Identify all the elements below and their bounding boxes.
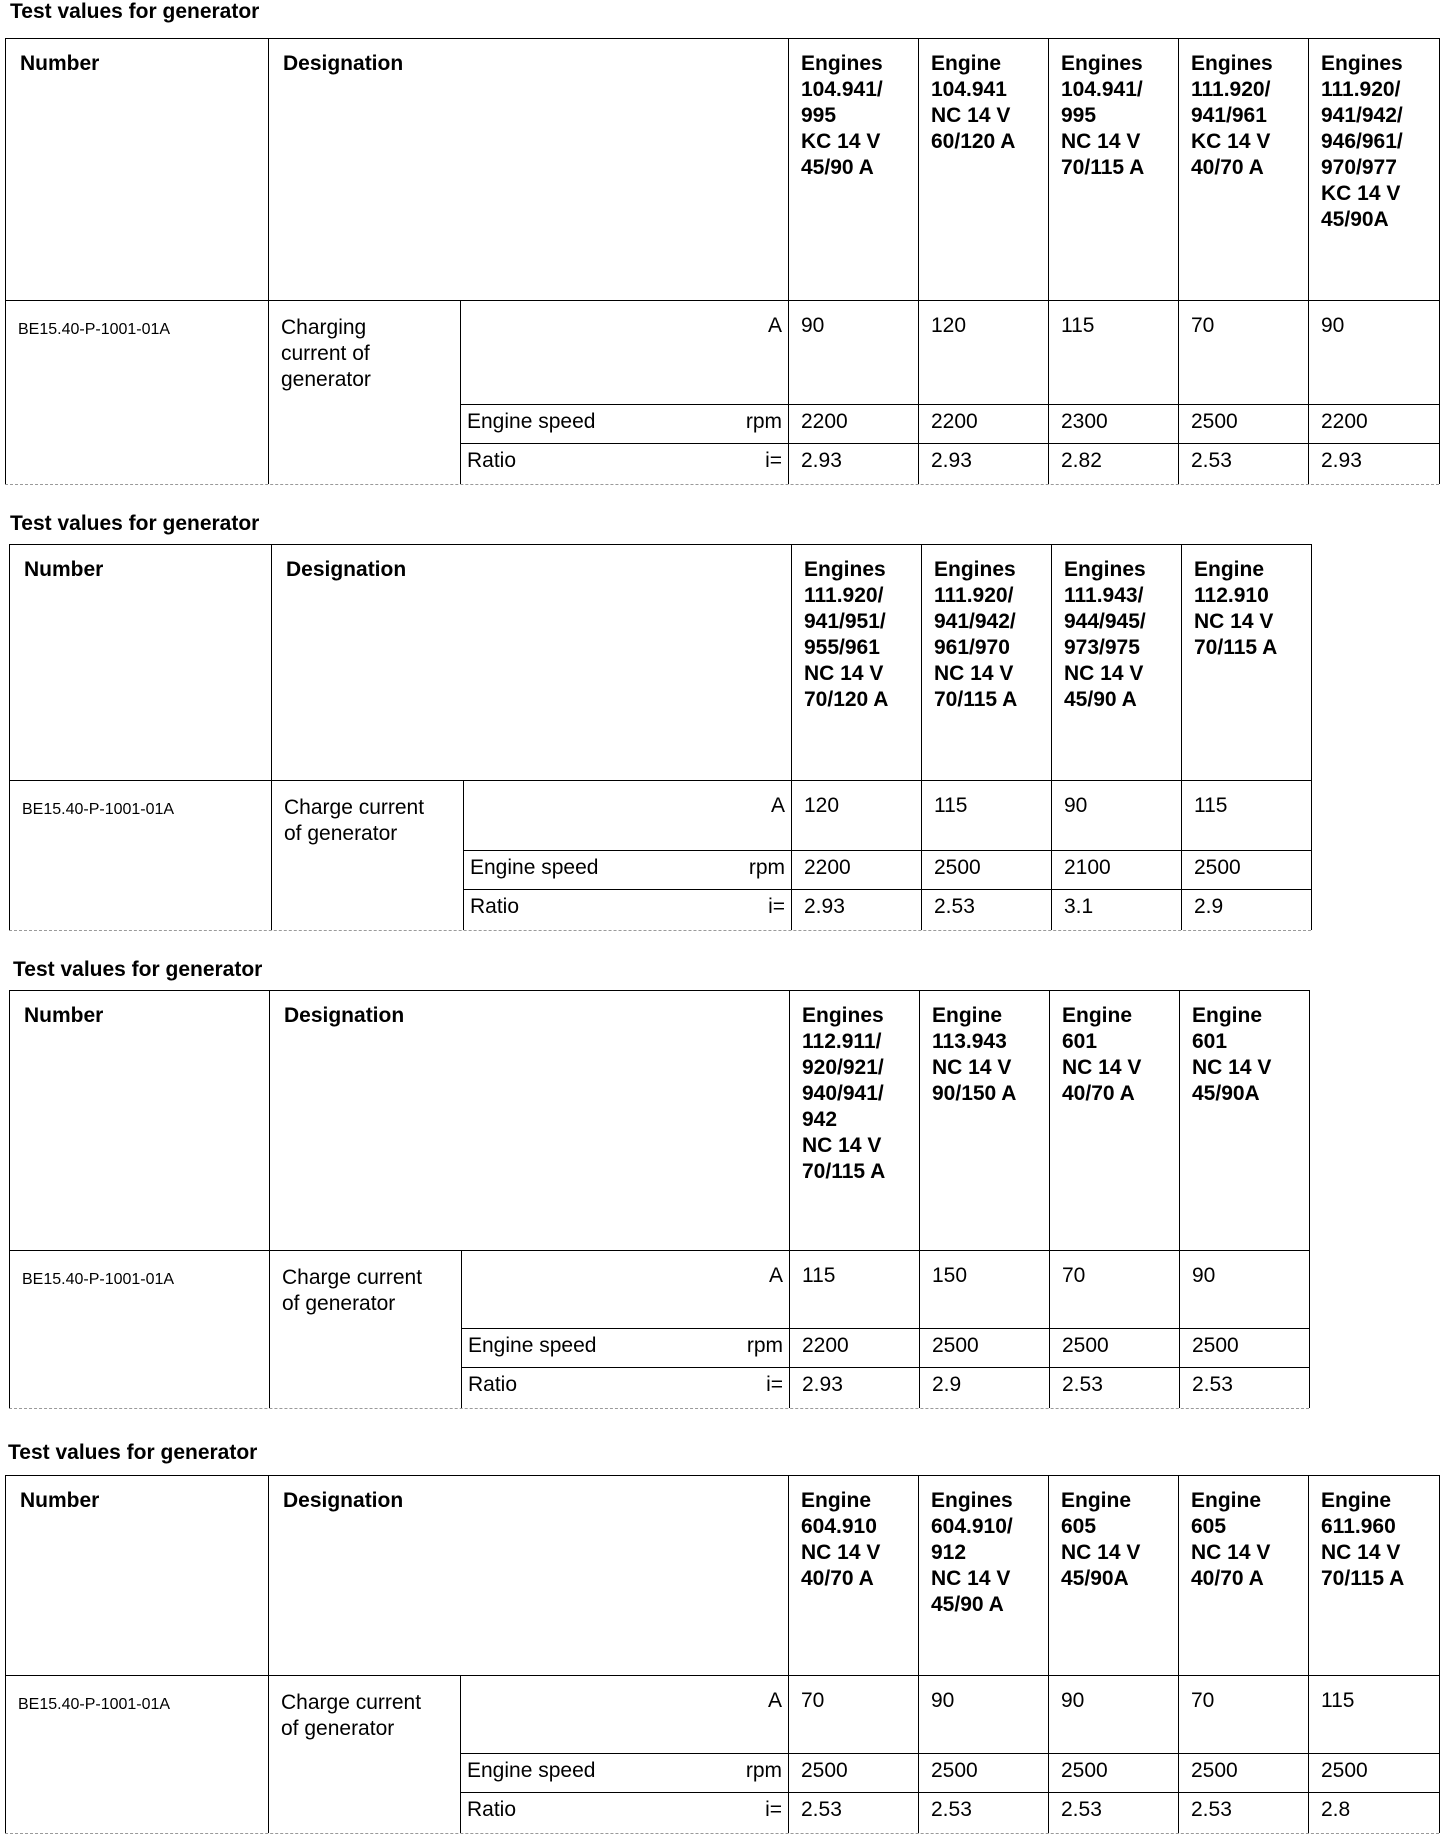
engine-header-line: 940/941/: [802, 1082, 884, 1105]
engine-header-line: 941/961: [1191, 104, 1267, 127]
engine-header-line: 942: [802, 1108, 838, 1131]
ratio-unit: i=: [766, 1373, 783, 1396]
current-value: 120: [919, 301, 1049, 405]
current-value: 90: [919, 1676, 1049, 1754]
current-unit-cell: [461, 301, 789, 405]
engine-header-line: 111.920/: [1191, 78, 1271, 101]
generator-test-section: [0, 512, 1440, 939]
engine-header-line: NC 14 V: [931, 104, 1011, 127]
engine-speed-unit: rpm: [745, 410, 782, 433]
current-value: 90: [1049, 1676, 1179, 1754]
engine-speed-value: 2500: [1050, 1329, 1180, 1368]
current-unit: A: [767, 314, 782, 337]
part-number: BE15.40-P-1001-01A: [10, 1251, 270, 1408]
current-value: 115: [1309, 1676, 1440, 1754]
ratio-value: 2.93: [789, 444, 919, 484]
ratio-value: 2.8: [1309, 1793, 1440, 1833]
engine-header-line: 45/90 A: [931, 1593, 1004, 1616]
current-value: 90: [1180, 1251, 1310, 1329]
designation-line: of generator: [282, 1292, 396, 1315]
engine-header-line: NC 14 V: [802, 1134, 882, 1157]
engine-speed-value: 2300: [1049, 405, 1179, 444]
engine-speed-value: 2500: [1049, 1754, 1179, 1793]
number-header: Number: [10, 991, 270, 1251]
ratio-value: 2.93: [919, 444, 1049, 484]
part-number: BE15.40-P-1001-01A: [10, 781, 272, 930]
engine-header-line: Engines: [801, 52, 883, 75]
engine-column-header: [1052, 545, 1182, 781]
designation-header: Designation: [269, 39, 789, 301]
section-title: Test values for generator: [13, 958, 263, 981]
ratio-value: 2.9: [920, 1368, 1050, 1408]
engine-speed-label-cell: [462, 1329, 790, 1368]
engine-column-header: [1179, 1476, 1309, 1676]
engine-header-line: 604.910/: [931, 1515, 1013, 1538]
engine-header-line: Engine: [1321, 1489, 1392, 1512]
engine-column-header: [1050, 991, 1180, 1251]
engine-header-line: 941/942/: [1321, 104, 1403, 127]
engine-header-line: Engines: [1061, 52, 1143, 75]
engine-header-line: 40/70 A: [801, 1567, 874, 1590]
current-value: 115: [1049, 301, 1179, 405]
ratio-value: 2.53: [1180, 1368, 1310, 1408]
engine-header-line: Engine: [932, 1004, 1003, 1027]
header-row: [10, 991, 1310, 1251]
designation-header: Designation: [269, 1476, 789, 1676]
section-title: Test values for generator: [10, 0, 260, 23]
designation: [270, 1251, 462, 1408]
engine-header-line: 955/961: [804, 636, 880, 659]
engine-header-line: Engine: [1192, 1004, 1263, 1027]
engine-column-header: [1180, 991, 1310, 1251]
engine-header-line: 45/90A: [1192, 1082, 1260, 1105]
engine-column-header: [1309, 1476, 1440, 1676]
designation: [269, 1676, 461, 1833]
ratio-value: 3.1: [1052, 890, 1182, 930]
current-value: 90: [1052, 781, 1182, 851]
engine-header-line: 605: [1191, 1515, 1227, 1538]
engine-header-line: 601: [1192, 1030, 1228, 1053]
designation-line: Charging: [281, 316, 367, 339]
engine-speed-label-cell: [461, 405, 789, 444]
engine-header-line: NC 14 V: [1061, 1541, 1141, 1564]
header-row: [6, 1476, 1440, 1676]
current-unit-cell: [464, 781, 792, 851]
engine-speed-unit: rpm: [748, 856, 785, 879]
ratio-label: Ratio: [467, 449, 517, 472]
engine-header-line: 961/970: [934, 636, 1010, 659]
engine-header-line: 90/150 A: [932, 1082, 1017, 1105]
designation-line: Charge current: [281, 1691, 422, 1714]
engine-speed-value: 2500: [1182, 851, 1312, 890]
engine-header-line: Engines: [1321, 52, 1403, 75]
designation-line: of generator: [281, 1717, 395, 1740]
engine-header-line: 70/120 A: [804, 688, 889, 711]
ratio-label-cell: [462, 1368, 790, 1408]
engine-column-header: [789, 1476, 919, 1676]
engine-speed-value: 2500: [1180, 1329, 1310, 1368]
engine-speed-value: 2500: [1179, 405, 1309, 444]
engine-header-line: KC 14 V: [801, 130, 881, 153]
cut-line: [5, 484, 1439, 485]
current-unit: A: [768, 1264, 783, 1287]
engine-column-header: [1182, 545, 1312, 781]
engine-header-line: 111.920/: [934, 584, 1014, 607]
engine-column-header: [1049, 1476, 1179, 1676]
number-header: Number: [10, 545, 272, 781]
ratio-label-cell: [461, 1793, 789, 1833]
engine-column-header: [1179, 39, 1309, 301]
engine-speed-unit: rpm: [745, 1759, 782, 1782]
designation-header: Designation: [270, 991, 790, 1251]
test-values-table: [9, 544, 1312, 930]
engine-speed-label: Engine speed: [468, 1334, 597, 1357]
current-value: 70: [1179, 1676, 1309, 1754]
engine-header-line: 45/90A: [1061, 1567, 1129, 1590]
engine-header-line: NC 14 V: [934, 662, 1014, 685]
engine-header-line: 104.941: [931, 78, 1007, 101]
engine-header-line: Engine: [1194, 558, 1265, 581]
engine-column-header: [789, 39, 919, 301]
engine-header-line: 944/945/: [1064, 610, 1146, 633]
ratio-label-cell: [461, 444, 789, 484]
engine-header-line: Engine: [1061, 1489, 1132, 1512]
ratio-value: 2.53: [1179, 1793, 1309, 1833]
ratio-value: 2.53: [1179, 444, 1309, 484]
test-values-table: [9, 990, 1310, 1408]
ratio-label: Ratio: [467, 1798, 517, 1821]
engine-header-line: 104.941/: [1061, 78, 1143, 101]
engine-column-header: [1049, 39, 1179, 301]
current-value: 115: [1182, 781, 1312, 851]
section-title: Test values for generator: [8, 1441, 258, 1464]
engine-header-line: Engine: [801, 1489, 872, 1512]
engine-header-line: NC 14 V: [801, 1541, 881, 1564]
engine-header-line: 45/90A: [1321, 208, 1389, 231]
current-value: 70: [1050, 1251, 1180, 1329]
generator-test-section: [0, 0, 1440, 493]
designation-header: Designation: [272, 545, 792, 781]
current-unit-cell: [461, 1676, 789, 1754]
engine-speed-label-cell: [461, 1754, 789, 1793]
generator-test-section: [0, 958, 1440, 1417]
engine-speed-value: 2500: [1179, 1754, 1309, 1793]
current-unit-cell: [462, 1251, 790, 1329]
engine-header-line: 995: [1061, 104, 1097, 127]
engine-header-line: NC 14 V: [932, 1056, 1012, 1079]
engine-header-line: 70/115 A: [1194, 636, 1278, 659]
ratio-unit: i=: [765, 1798, 782, 1821]
designation: [272, 781, 464, 930]
engine-header-line: 70/115 A: [1061, 156, 1145, 179]
current-value: 150: [920, 1251, 1050, 1329]
current-value: 90: [789, 301, 919, 405]
engine-speed-label: Engine speed: [470, 856, 599, 879]
ratio-value: 2.53: [789, 1793, 919, 1833]
test-values-table: [5, 1475, 1440, 1833]
engine-header-line: 941/951/: [804, 610, 886, 633]
engine-column-header: [792, 545, 922, 781]
designation-line: Charge current: [282, 1266, 423, 1289]
number-header: Number: [6, 39, 269, 301]
current-value: 70: [1179, 301, 1309, 405]
number-header: Number: [6, 1476, 269, 1676]
engine-header-line: 611.960: [1321, 1515, 1396, 1538]
test-values-table: [5, 38, 1440, 484]
ratio-value: 2.53: [1050, 1368, 1180, 1408]
ratio-unit: i=: [765, 449, 782, 472]
engine-column-header: [790, 991, 920, 1251]
designation-line: Charge current: [284, 796, 425, 819]
section-title: Test values for generator: [10, 512, 260, 535]
ratio-value: 2.9: [1182, 890, 1312, 930]
engine-header-line: 113.943: [932, 1030, 1007, 1053]
engine-column-header: [920, 991, 1050, 1251]
engine-header-line: 70/115 A: [802, 1160, 886, 1183]
charge-current-row: [10, 1251, 1310, 1329]
engine-header-line: Engines: [1191, 52, 1273, 75]
engine-header-line: 70/115 A: [1321, 1567, 1405, 1590]
cut-line: [9, 930, 1311, 931]
part-number: BE15.40-P-1001-01A: [6, 301, 269, 484]
engine-header-line: NC 14 V: [931, 1567, 1011, 1590]
header-row: [6, 39, 1440, 301]
engine-header-line: 912: [931, 1541, 967, 1564]
engine-speed-value: 2200: [919, 405, 1049, 444]
current-value: 115: [922, 781, 1052, 851]
engine-header-line: Engines: [1064, 558, 1146, 581]
ratio-value: 2.53: [1049, 1793, 1179, 1833]
engine-header-line: NC 14 V: [1064, 662, 1144, 685]
ratio-value: 2.93: [790, 1368, 920, 1408]
engine-column-header: [919, 39, 1049, 301]
engine-header-line: 605: [1061, 1515, 1097, 1538]
engine-column-header: [922, 545, 1052, 781]
engine-header-line: Engine: [931, 52, 1002, 75]
engine-header-line: Engines: [804, 558, 886, 581]
ratio-value: 2.53: [919, 1793, 1049, 1833]
engine-header-line: 111.920/: [804, 584, 884, 607]
engine-speed-value: 2500: [1309, 1754, 1440, 1793]
engine-header-line: Engines: [931, 1489, 1013, 1512]
engine-header-line: 70/115 A: [934, 688, 1018, 711]
ratio-label-cell: [464, 890, 792, 930]
designation-line: of generator: [284, 822, 398, 845]
engine-header-line: KC 14 V: [1321, 182, 1401, 205]
engine-header-line: 946/961/: [1321, 130, 1403, 153]
cut-line: [5, 1833, 1439, 1834]
engine-header-line: NC 14 V: [804, 662, 884, 685]
engine-header-line: Engines: [934, 558, 1016, 581]
engine-header-line: 40/70 A: [1062, 1082, 1135, 1105]
ratio-unit: i=: [768, 895, 785, 918]
engine-header-line: 995: [801, 104, 837, 127]
engine-header-line: 973/975: [1064, 636, 1140, 659]
engine-speed-value: 2500: [919, 1754, 1049, 1793]
engine-header-line: NC 14 V: [1194, 610, 1274, 633]
engine-column-header: [919, 1476, 1049, 1676]
ratio-label: Ratio: [468, 1373, 518, 1396]
current-unit: A: [770, 794, 785, 817]
engine-header-line: 40/70 A: [1191, 156, 1264, 179]
engine-speed-value: 2200: [790, 1329, 920, 1368]
engine-header-line: NC 14 V: [1062, 1056, 1142, 1079]
generator-test-section: [0, 1441, 1440, 1842]
engine-speed-label-cell: [464, 851, 792, 890]
engine-header-line: 112.911/: [802, 1030, 882, 1053]
engine-speed-value: 2500: [922, 851, 1052, 890]
engine-header-line: Engines: [802, 1004, 884, 1027]
engine-header-line: 45/90 A: [801, 156, 874, 179]
ratio-label: Ratio: [470, 895, 520, 918]
engine-header-line: 111.920/: [1321, 78, 1401, 101]
designation-line: current of: [281, 342, 370, 365]
engine-header-line: 970/977: [1321, 156, 1397, 179]
engine-header-line: 941/942/: [934, 610, 1016, 633]
charge-current-row: [10, 781, 1312, 851]
engine-speed-value: 2200: [792, 851, 922, 890]
engine-header-line: NC 14 V: [1191, 1541, 1271, 1564]
engine-header-line: 40/70 A: [1191, 1567, 1264, 1590]
engine-speed-label: Engine speed: [467, 410, 596, 433]
engine-speed-value: 2200: [789, 405, 919, 444]
current-unit: A: [767, 1689, 782, 1712]
engine-speed-value: 2100: [1052, 851, 1182, 890]
engine-header-line: 601: [1062, 1030, 1098, 1053]
charge-current-row: [6, 301, 1440, 405]
cut-line: [9, 1408, 1309, 1409]
designation-line: generator: [281, 368, 371, 391]
engine-header-line: KC 14 V: [1191, 130, 1271, 153]
ratio-value: 2.93: [1309, 444, 1440, 484]
engine-header-line: 60/120 A: [931, 130, 1016, 153]
engine-header-line: 111.943/: [1064, 584, 1144, 607]
engine-header-line: 112.910: [1194, 584, 1269, 607]
designation: [269, 301, 461, 484]
ratio-value: 2.53: [922, 890, 1052, 930]
engine-header-line: 604.910: [801, 1515, 877, 1538]
current-value: 70: [789, 1676, 919, 1754]
engine-header-line: 104.941/: [801, 78, 883, 101]
engine-header-line: 920/921/: [802, 1056, 884, 1079]
engine-speed-unit: rpm: [746, 1334, 783, 1357]
current-value: 90: [1309, 301, 1440, 405]
engine-speed-value: 2500: [789, 1754, 919, 1793]
engine-header-line: NC 14 V: [1061, 130, 1141, 153]
engine-header-line: NC 14 V: [1321, 1541, 1401, 1564]
current-value: 115: [790, 1251, 920, 1329]
engine-header-line: Engine: [1062, 1004, 1133, 1027]
charge-current-row: [6, 1676, 1440, 1754]
part-number: BE15.40-P-1001-01A: [6, 1676, 269, 1833]
ratio-value: 2.82: [1049, 444, 1179, 484]
engine-column-header: [1309, 39, 1440, 301]
engine-header-line: Engine: [1191, 1489, 1262, 1512]
engine-speed-label: Engine speed: [467, 1759, 596, 1782]
engine-header-line: NC 14 V: [1192, 1056, 1272, 1079]
ratio-value: 2.93: [792, 890, 922, 930]
current-value: 120: [792, 781, 922, 851]
engine-speed-value: 2200: [1309, 405, 1440, 444]
header-row: [10, 545, 1312, 781]
engine-speed-value: 2500: [920, 1329, 1050, 1368]
engine-header-line: 45/90 A: [1064, 688, 1137, 711]
